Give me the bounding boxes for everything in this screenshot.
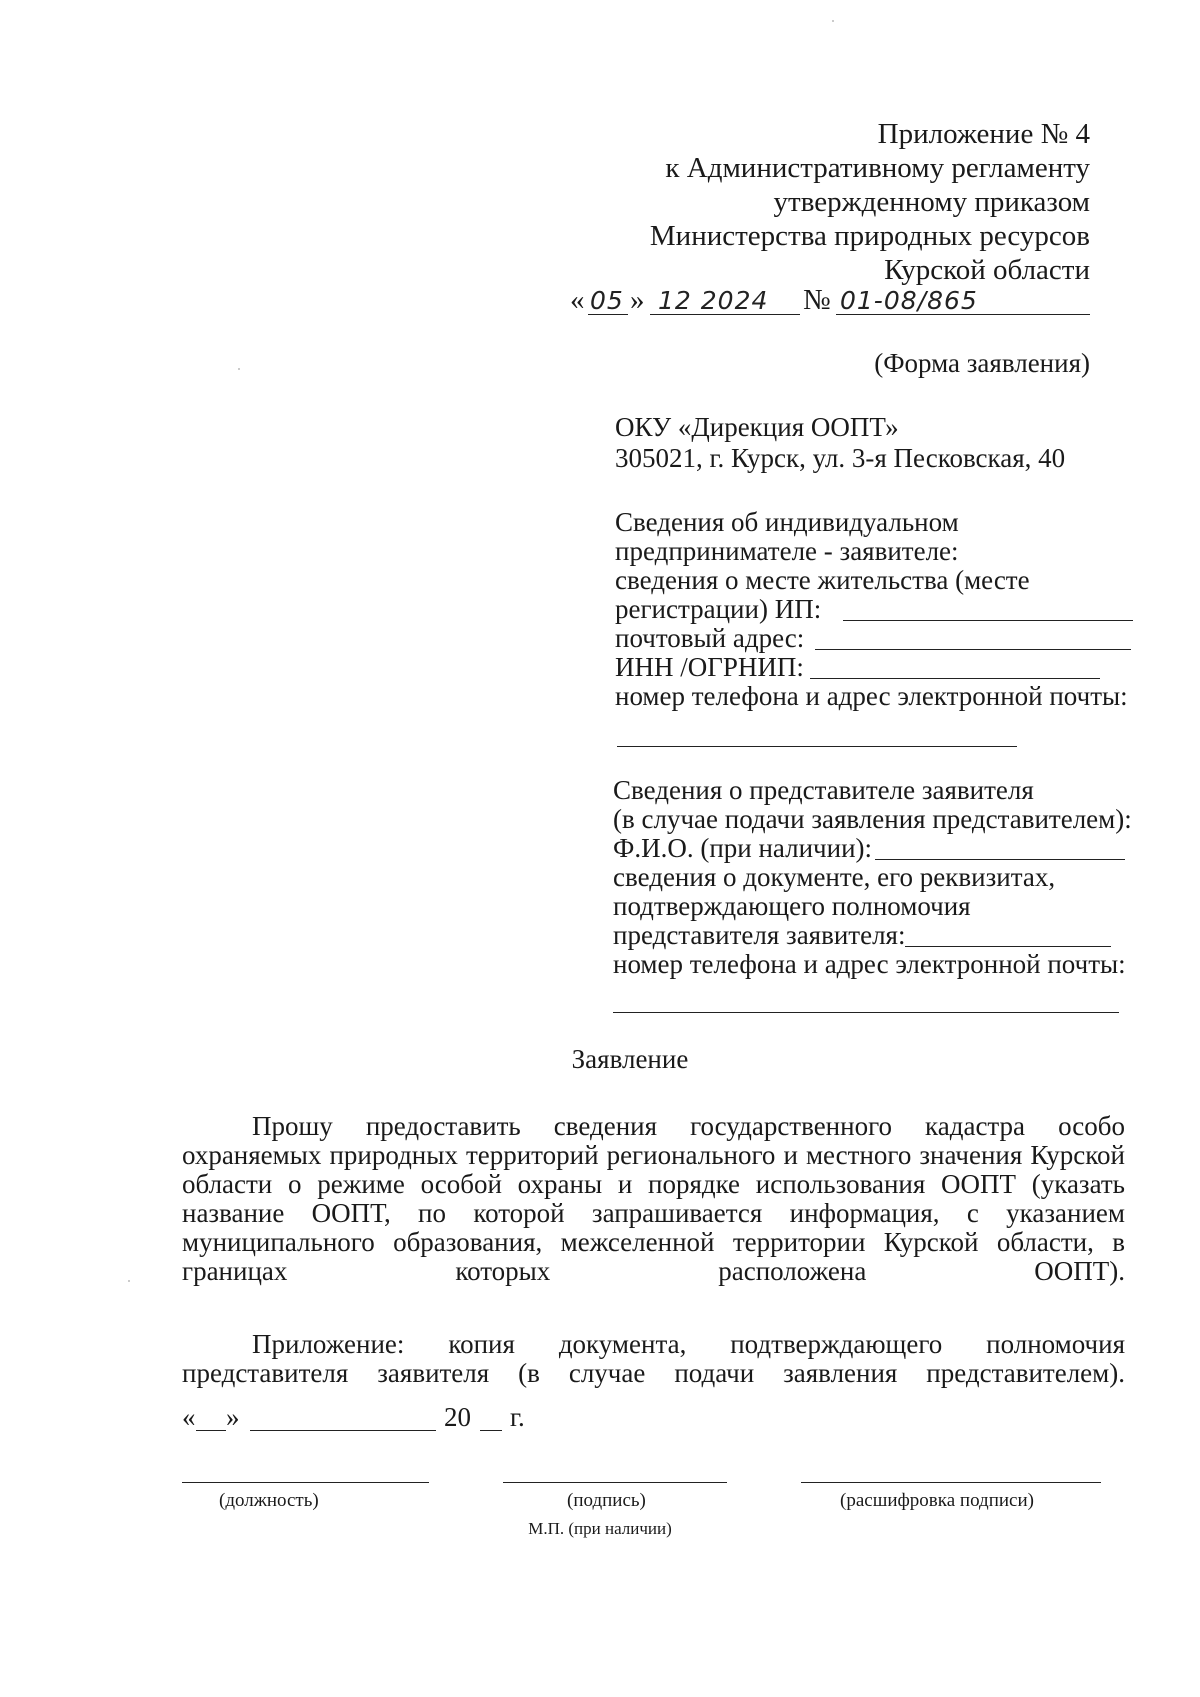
request-text: Прошу предоставить сведения государственного кадастра особо охраняемых природных территорий регионального и местного значения Курской области о режиме особой охраны и порядке использования ООПТ (указать название ООПТ, по которой запрашивается информация, с указанием муниципального образования, межселенной территории Курской области, в границах которых расположена ООПТ). [182, 1111, 1125, 1286]
representative-title-1: Сведения о представителе заявителя [613, 775, 1034, 805]
handwritten-month-year: 12 2024 [658, 286, 769, 315]
recipient-address: 305021, г. Курск, ул. 3-я Песковская, 40 [615, 443, 1066, 473]
fio-blank [875, 859, 1125, 860]
handwritten-order-number: 01-08/865 [840, 286, 978, 315]
scan-speck [128, 1280, 130, 1282]
applicant-title-2: предпринимателе - заявителе: [615, 536, 959, 566]
representative-contact-label: номер телефона и адрес электронной почты: [613, 949, 1126, 979]
residence-field[interactable] [615, 595, 1135, 624]
inn-ogrnip-blank [810, 678, 1100, 679]
appendix-number: Приложение № 4 [877, 118, 1090, 150]
applicant-title-1: Сведения об индивидуальном [615, 507, 959, 537]
order-date-number [570, 284, 1090, 318]
authority-document-field[interactable] [613, 921, 1133, 950]
date-open-quote: « [182, 1402, 196, 1432]
residence-label-2: регистрации) ИП: [615, 594, 822, 624]
fio-label: Ф.И.О. (при наличии): [613, 833, 873, 863]
document-info-label-2: подтверждающего полномочия [613, 891, 971, 921]
day-blank [196, 1430, 226, 1431]
authority-document-blank [905, 946, 1111, 947]
position-line[interactable] [182, 1482, 429, 1483]
signature-caption: (подпись) [567, 1490, 646, 1511]
document-info-label-3: представителя заявителя: [613, 920, 906, 950]
approval-header [530, 117, 1090, 287]
date-close-quote: » [630, 284, 645, 316]
recipient-name: ОКУ «Дирекция ООПТ» [615, 412, 899, 442]
recipient-block [615, 412, 1135, 474]
ministry-name: Министерства природных ресурсов [649, 220, 1090, 252]
year-prefix: 20 [444, 1402, 471, 1432]
number-sign: № [803, 284, 831, 316]
region-name: Курской области [884, 254, 1090, 286]
date-close-quote: » [226, 1402, 240, 1432]
stamp-caption: М.П. (при наличии) [528, 1519, 672, 1538]
representative-contact-blank [613, 1012, 1119, 1013]
applicant-contact-label: номер телефона и адрес электронной почты: [615, 681, 1128, 711]
residence-label-1: сведения о месте жительства (месте [615, 565, 1030, 595]
signature-line[interactable] [503, 1482, 727, 1483]
date-open-quote: « [570, 284, 585, 316]
scan-speck [238, 368, 240, 370]
decoding-line[interactable] [801, 1482, 1101, 1483]
residence-blank [843, 620, 1133, 621]
statement-heading: Заявление [571, 1044, 689, 1074]
regulation-reference: к Административному регламенту [665, 152, 1090, 184]
year-suffix: г. [510, 1402, 525, 1432]
fio-field[interactable] [613, 834, 1133, 863]
representative-block [613, 776, 1133, 1016]
applicant-contact-blank [617, 746, 1017, 747]
scan-speck [832, 20, 834, 22]
attachment-text: Приложение: копия документа, подтверждающего полномочия представителя заявителя (в случае подачи заявления представителем). [182, 1329, 1125, 1388]
postal-address-label: почтовый адрес: [615, 623, 805, 653]
postal-address-blank [815, 649, 1131, 650]
position-caption: (должность) [219, 1490, 319, 1511]
application-date-field[interactable] [182, 1402, 582, 1434]
representative-contact-field[interactable] [613, 987, 1133, 1016]
representative-title-2: (в случае подачи заявления представителем): [613, 804, 1132, 834]
inn-ogrnip-field[interactable] [615, 653, 1135, 682]
month-year-underline [650, 314, 800, 315]
approved-by-order: утвержденному приказом [773, 186, 1090, 218]
year-blank [480, 1430, 502, 1431]
request-paragraph [182, 1112, 1125, 1315]
inn-ogrnip-label: ИНН /ОГРНИП: [615, 652, 804, 682]
postal-address-field[interactable] [615, 624, 1135, 653]
decoding-caption: (расшифровка подписи) [840, 1490, 1034, 1511]
applicant-block [615, 508, 1135, 750]
month-blank [250, 1430, 436, 1431]
handwritten-day: 05 [590, 286, 624, 315]
document-info-label-1: сведения о документе, его реквизитах, [613, 862, 1056, 892]
applicant-contact-field[interactable] [615, 721, 1135, 750]
number-underline [836, 314, 1090, 315]
day-underline [588, 314, 628, 315]
form-label: (Форма заявления) [874, 348, 1090, 378]
